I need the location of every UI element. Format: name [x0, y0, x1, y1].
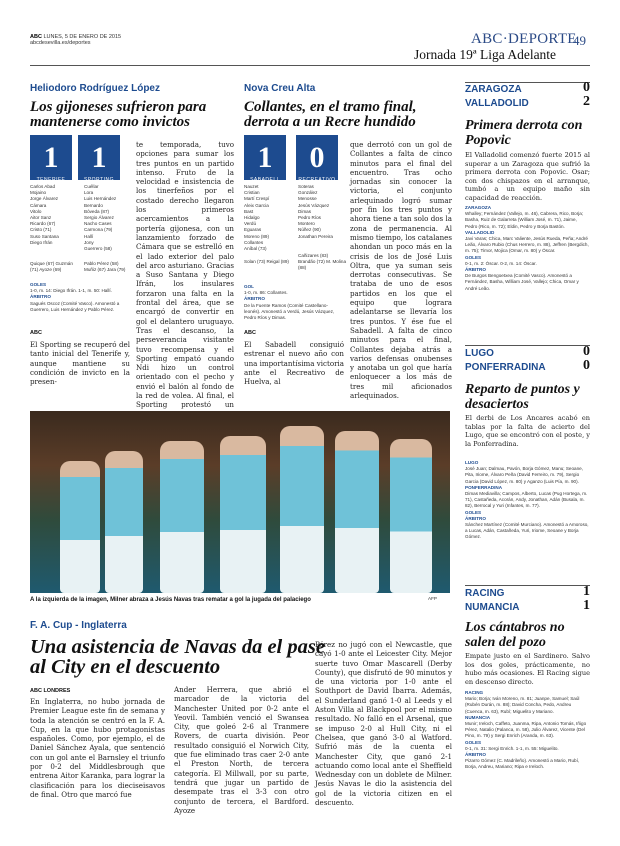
side3-facts: RACING Mario; Borja; Iván Moreno, m. 81; Juanpe, Samuel; Saúl (Rubén Durán, m. 88); David Concha, Pedo, Andreu (Cuenca, m. 63), Rubí; Miguelito y Mariano. NUMANCIA Munir; Ireloch, Caffeto, Juanma, Ripa, Antonio Tomás, Iñigo Pérez, Natalio (Palanca, m. 58), Julio Álvarez, Vicente (Del Pino, m. 79) y Sergi Enrich (Aranda, m. 63). GOLES 0-1, m. 31: Sergi Enrich. 1-1, m. 55: Miguelito. ÁRBITRO Pizarro Gómez (C. Madrileño). Amonestó a Mario, Rubí, Borja, Andreu, Mariano; Ripa e Ireloch. — [465, 690, 587, 770]
article2-section: Nova Creu Alta — [244, 83, 316, 94]
lineup-player: Jesús Vázquez — [298, 202, 330, 208]
lineup-player: Pedro Ríos — [298, 215, 321, 221]
side1-facts: ZARAGOZA Whalley; Fernández (Vallejo, m. 46), Cabrera, Rico, Borja; Basha, Ruiz de Galarreta (William José, m. 71), Jaime, Pedro (Rico, m. 72); Eldin, Pedro y Borja Bastón. VALLADOLID Javi Varas; Chica, Marc Valiente, Jesús Rueda, Peña; André Leão, Álvaro Rubio (Chus Herrero, m. 88), Jeffren (Bergdich, m. 75); Timor, Mojica (Omar, m. 80) y Óscar. GOLES 0-1, m. 2: Óscar. 0-2, m. 14: Óscar. ÁRBITRO De Burgos Bengoetxea (Comité Vasco). Amonestó a Fernández, Basha, William José, Vallejo; Chica, Omar y André Leão. — [465, 205, 589, 291]
side2-facts: LUGO José Juan; Dalmau, Pavón, Borja Gómez, Manu; Seoane, Pita, Iriome, Álvaro Peña (David Ferreiro, m. 79), Sergio Garcia (David López, m. 80) y Aganzo (Luis Pía, m. 90). PONFERRADINA Dimas Mediavilla; Campos, Alberto, Lucas (Pug Hortega, m. 71), Castañeda, Acorán, Andy, Jonathan, Adán (Busala, m. 82), Berrocal y Yuri (Infantes, m. 77). GOLES ÁRBITRO Sánchez Martínez (Comité Murciano). Amonestó a Amoroso, a Lucas, Adán, Castañeda, Yuri, Iriome, Seoane y Borja Gómez. — [465, 460, 589, 540]
lineup-player: Bast — [244, 208, 254, 214]
lineup-player: Cristian — [244, 190, 260, 196]
article2-home-score: 1 SABADELL — [244, 135, 286, 180]
article1-subs-home: Quique (67) Guzmán (71) Ayoze (69) — [30, 261, 73, 273]
side3-away-score: 1 — [583, 598, 590, 613]
match-photo — [30, 411, 450, 593]
lineup-player: Menosse — [298, 196, 317, 202]
lineup-player: Cámara — [30, 202, 47, 208]
header-rule — [30, 65, 590, 66]
brand: ABC — [30, 34, 42, 40]
lineup-player: Mojaino — [30, 190, 47, 196]
side2-body: El derbi de Los Ancares acabó en tablas por la falta de acierto del Lugo, que se encontró con el poste, y la Ponferradina. — [465, 414, 590, 448]
lineup-player: Hallí — [84, 233, 94, 239]
article3-col1: En Inglaterra, no hubo jornada de Premier League este fin de semana y toda la atención se centró en la F. A. Cup, en la que hubo protagonistas españoles. Como, por ejemplo, el de Daniel Sánchez Ayala, que sentenció con un gol ante el Barnsley el triunfo por 0-2 del Middlesbrough que entrena Aitor Karanka, para lograr la clasificación para los dieciseisavos de final. Otro que marcó fue — [30, 697, 165, 799]
lineup-player: Vitolo — [30, 208, 42, 214]
article1-byline: ABC — [30, 330, 42, 336]
lineup-player: Soteras — [298, 184, 314, 189]
article1-lineup-home — [30, 184, 76, 246]
article1-away-score: 1 SPORTING — [78, 135, 120, 180]
article2-subs-away: Cañizares (83) Brandão (72) M. Molina (88) — [298, 253, 347, 271]
lineup-player: Bóveda (87) — [84, 208, 110, 214]
lineup-player: Cuéllar — [84, 184, 99, 189]
side3-home-team: RACING — [465, 588, 505, 599]
article2-lineup-away — [298, 184, 346, 240]
article1-body-left: El Sporting se recuperó del tanto inicial del Tenerife y, aunque mantiene su condición de invicto en la presen- — [30, 340, 130, 387]
lineup-player: Moreno (89) — [244, 233, 270, 239]
article1-subs-away: Pablo Pérez (58) Muñiz (67) Jara (79) — [84, 261, 126, 273]
url: abcdesevilla.es/deportes — [30, 40, 91, 46]
article2-subs-home: Solan (73) Reigal (89) — [244, 259, 289, 264]
lineup-player: Suso Santana — [30, 233, 59, 239]
page-header-meta — [30, 34, 121, 46]
article2-byline: ABC — [244, 330, 256, 336]
article3-byline: ABC LONDRES — [30, 688, 71, 694]
side1-headline: Primera derrota con Popovic — [465, 118, 583, 148]
side1-home-team: ZARAGOZA — [465, 84, 522, 95]
lineup-player: Guerrero (58) — [84, 246, 112, 252]
lineup-player: Luis Hernández — [84, 196, 117, 202]
article1-body-right: te temporada, tuvo opciones para sumar los tres puntos en un partido intenso. Fruto de la velocidad e insistencia de los tinerfeños por el costado derecho llegaron los primeros acercamientos a la portería gijonesa, con un lanzamiento forzado de Cámara que se estrelló en el lado exterior del palo del arco asturiano. Gracias a Suso Santana y Diego Ifrán, los insulares forzaron una falta en la frontal del área, que se encargó de convertir en gol el delantero uruguayo. Tras el descanso, la perseverancia visitante tuvo recompensa y el Sporting empató cuando Ndi hizo un control orientado con el pecho y envió el balón al fondo de la red de volea. Al final, el Sporting protestó un — [136, 140, 234, 410]
article2-headline: Collantes, en el tramo final, derrota a un Recre hundido — [244, 99, 417, 130]
lineup-player: Montero — [298, 221, 315, 227]
lineup-player: Eguaras — [244, 227, 262, 233]
lineup-player: Nauzet — [244, 184, 259, 189]
photo-caption: A la izquierda de la imagen, Milner abraza a Jesús Navas tras rematar a gol la jugada del palaciego — [30, 597, 311, 603]
article1-headline: Los gijoneses sufrieron para mantenerse como invictos — [30, 99, 207, 130]
article1-home-score: 1 TENERIFE — [30, 135, 72, 180]
photo-credit: AFP — [428, 596, 437, 601]
section-brand: ABC·DEPORTE — [471, 31, 577, 47]
lineup-player: Jorge Álvarez — [30, 196, 59, 202]
lineup-player: Aitor Sanz — [30, 215, 52, 221]
lineup-player: Jonathan Pereira — [298, 233, 333, 239]
article1-lineup-away — [84, 184, 130, 252]
date: LUNES, 5 DE ENERO DE 2015 — [43, 34, 122, 40]
lineup-player: Collantes — [244, 239, 264, 245]
article3-headline: Una asistencia de Navas da el pase al City en el descuento — [30, 636, 325, 678]
side2-away-team: PONFERRADINA — [465, 362, 546, 373]
article2-body-right: que derrotó con un gol de Collantes a falta de cinco minutos para el final del encuentro. Tras ocho jornadas sin conocer la victoria, el conjunto arlequinado logró sumar por fin los tres puntos y ahora tiene a tan solo dos la zona de permanencia. Al mismo tiempo, los catalanes ahondan un poco más en la crisis de los de José Luis Oltra, que ya suman seis derrotas consecutivas. Se trataba de uno de esos partidos en los que el equipo que lograra adelantarse se llevaría los tres puntos. Y ése fue el Sabadell. A falta de cinco minutos para el final, Collantes dejaba atrás a varios defensas onubenses y anotaba un gol que haría enloquecer a los más de tres mil aficionados arlequinados. — [350, 140, 452, 401]
lineup-player: Martí Crespí — [244, 196, 270, 202]
article3-col2: Ander Herrera, que abrió el marcador de la victoria del Manchester United por 0-2 ante el Yeovil. También venció el Swansea City, que goleó 2-6 al Tranmere Rovers, de cuarta división. Peor resultado consiguió el Norwich City, que fue eliminado tras caer 2-0 ante el Preston North, de tercera categoría. El Millwall, por su parte, tendrá que jugar un partido de desempate tras el 3-3 con otro conjunto de tercera, el Bardford. Ayoze — [174, 685, 309, 815]
article3-col3: Pérez no jugó con el Newcastle, que cayó 1-0 ante el Leicester City. Mejor suerte tuvo Omar Mascarell (Derby County), que disfrutó de 90 minutos y de una victoria por 1-0 ante el Southport de David Ibarra. Además, el Sunderland ganó 1-0 al Leeds y el Aston Villa al Blackpool por el mismo resultado. No falló en el Arsenal, que se impuso 2-0 al Hull City, ni el Chelsea, que ganó 3-0 al Watford. Sufrió más de la cuenta el Manchester City, que ganó 2-1 actuando como local ante el Sheffield Wednesday con un doblete de Milner. Jesús Navas le dio la asistencia del gol de la victoria citizen en el descuento. — [315, 640, 452, 808]
side1-home-score: 0 — [583, 80, 590, 95]
side2-home-score: 0 — [583, 344, 590, 359]
lineup-player: Sergio Álvarez — [84, 215, 114, 221]
lineup-player: Dimas — [298, 208, 312, 214]
lineup-player: Diego Ifrán — [30, 239, 53, 245]
side1-away-score: 2 — [583, 94, 590, 109]
side3-home-score: 1 — [583, 584, 590, 599]
side3-headline: Los cántabros no salen del pozo — [465, 620, 565, 650]
side1-body: El Valladolid comenzó fuerte 2015 al superar a un Zaragoza que sufrió la primera derrota con Popovic. Osar; con dos chispazos en el arranque, tumbó a un equipo maño sin capacidad de reacción. — [465, 151, 590, 202]
article3-section: F. A. Cup - Inglaterra — [30, 620, 127, 631]
lineup-player: Verdú — [244, 221, 257, 227]
lineup-player: Aníbal (73) — [244, 246, 267, 252]
lineup-player: Carlos Abad — [30, 184, 56, 189]
lineup-player: Aleix Garcia — [244, 202, 269, 208]
article2-lineup-home — [244, 184, 292, 252]
side3-body: Empate justo en el Sardinero. Salvo los dos goles, prácticamente, no hubo más ocasiones. El Racing sigue en descenso directo. — [465, 652, 590, 686]
side3-away-team: NUMANCIA — [465, 602, 520, 613]
lineup-player: Ricardo (67) — [30, 221, 56, 227]
article2-body-left: El Sabadell consiguió estrenar el nuevo año con una importantísima victoria ante el Recreativo de Huelva, al — [244, 340, 344, 387]
lineup-player: Núñez (90) — [298, 227, 321, 233]
lineup-player: Nacho Cases — [84, 221, 112, 227]
side2-home-team: LUGO — [465, 348, 494, 359]
article1-facts: GOLES 1-0, m. 14: Diego Ifrán. 1-1, m. 50: Hallí. ÁRBITRO Sagués Oscoz (Comité Vasco). Amonestó a Guerrero, Luis Hernández y Pablo Pérez. — [30, 282, 120, 312]
article2-facts: GOL 1-0, m. 86: Collantes. ÁRBITRO De la Fuente Ramos (Comité Castellano-leonés). Amonestó a Verdú, Jesús Vázquez, Pedro Ríos y Dimas. — [244, 284, 335, 321]
side2-away-score: 0 — [583, 358, 590, 373]
article1-section: Heliodoro Rodríguez López — [30, 83, 160, 94]
side2-headline: Reparto de puntos y desaciertos — [465, 382, 580, 412]
page-number: 49 — [573, 33, 586, 48]
lineup-player: Cristo (71) — [30, 227, 52, 233]
lineup-player: Carmona (79) — [84, 227, 113, 233]
lineup-player: Bernardo — [84, 202, 103, 208]
lineup-player: Hidalgo — [244, 215, 260, 221]
lineup-player: Jony — [84, 239, 94, 245]
jornada-title: Jornada 19ª Liga Adelante — [414, 47, 557, 62]
lineup-player: Lora — [84, 190, 94, 196]
article2-away-score: 0 RECREATIVO — [296, 135, 338, 180]
lineup-player: González — [298, 190, 318, 196]
side1-away-team: VALLADOLID — [465, 98, 529, 109]
